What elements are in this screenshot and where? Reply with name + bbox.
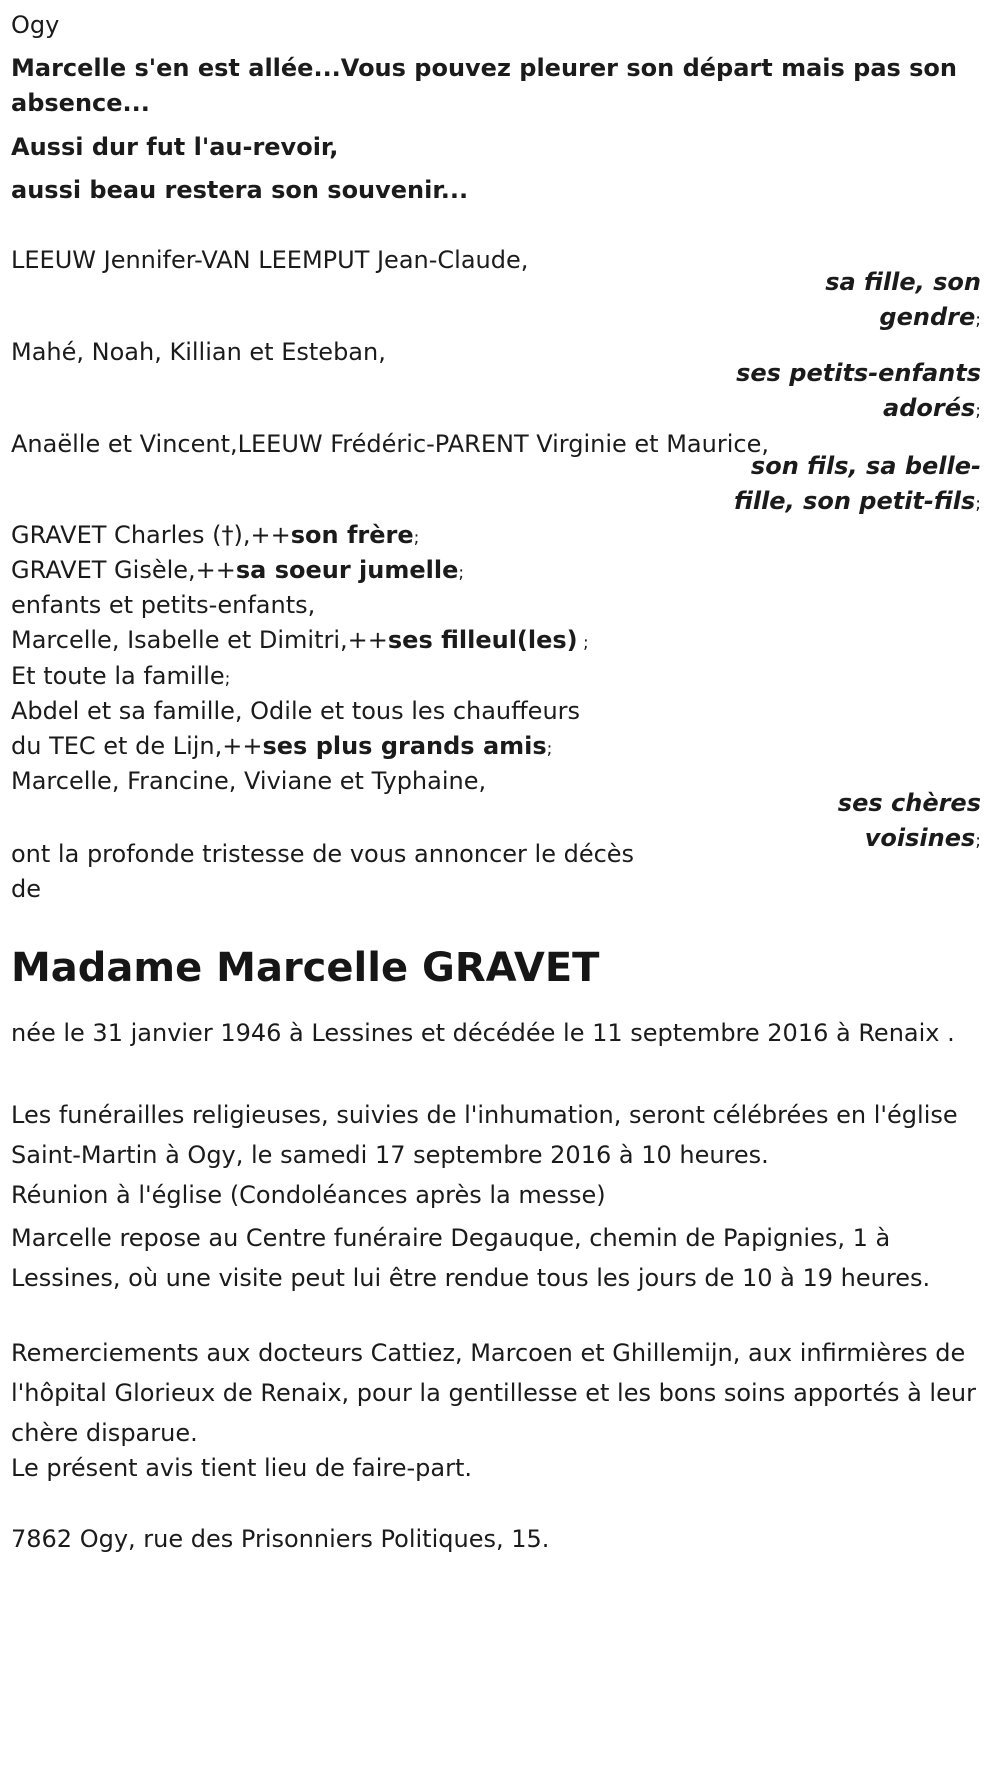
repose-paragraph: Marcelle repose au Centre funéraire Degauque, chemin de Papignies, 1 à Lessines, où une visite peut lui être rendue tous les jours de 10 à 19 heures. [11, 1224, 931, 1292]
notice-paragraph: Le présent avis tient lieu de faire-part. [11, 1454, 473, 1482]
quote-line-4: aussi beau restera son souvenir... [11, 176, 469, 204]
family-line-6: Abdel et sa famille, Odile et tous les chauffeurs [11, 697, 581, 725]
family-relation-8b: voisines; [864, 824, 981, 852]
funeral-paragraph: Les funérailles religieuses, suivies de l'inhumation, seront célébrées en l'église Saint-Martin à Ogy, le samedi 17 septembre 2016 à 10 heures. [11, 1101, 958, 1169]
family-line-4: Marcelle, Isabelle et Dimitri,++ses filleul(les) ; [11, 626, 589, 654]
thanks-paragraph: Remerciements aux docteurs Cattiez, Marcoen et Ghillemijn, aux infirmières de l'hôpital Glorieux de Renaix, pour la gentillesse et les bons soins apportés à leur chère disparue. [11, 1339, 976, 1447]
family-line-3: enfants et petits-enfants, [11, 591, 316, 619]
quote-line-1: Marcelle s'en est allée...Vous pouvez pleurer son départ mais pas son [11, 54, 958, 82]
reunion-paragraph: Réunion à l'église (Condoléances après la messe) [11, 1181, 606, 1209]
family-relation-3b: fille, son petit-fils; [733, 487, 981, 515]
family-relation-1b: gendre; [879, 303, 981, 331]
family-name-2: Mahé, Noah, Killian et Esteban, [11, 338, 386, 366]
family-line-2: GRAVET Gisèle,++sa soeur jumelle; [11, 556, 465, 584]
family-relation-3a: son fils, sa belle- [750, 452, 981, 480]
quote-line-2: absence... [11, 89, 150, 117]
family-name-1: LEEUW Jennifer-VAN LEEMPUT Jean-Claude, [11, 246, 529, 274]
announce-line-2: de [11, 875, 41, 903]
family-line-5: Et toute la famille; [11, 662, 231, 690]
quote-line-3: Aussi dur fut l'au-revoir, [11, 133, 339, 161]
birth-death-paragraph: née le 31 janvier 1946 à Lessines et décédée le 11 septembre 2016 à Renaix . [11, 1019, 955, 1047]
family-relation-2b: adorés; [883, 394, 981, 422]
family-name-3: Anaëlle et Vincent,LEEUW Frédéric-PARENT Virginie et Maurice, [11, 430, 769, 458]
address-paragraph: 7862 Ogy, rue des Prisonniers Politiques, 15. [11, 1525, 550, 1553]
announce-line-1: ont la profonde tristesse de vous annoncer le décès [11, 840, 635, 868]
family-line-7: du TEC et de Lijn,++ses plus grands amis; [11, 732, 553, 760]
location-label: Ogy [11, 11, 60, 39]
family-relation-8a: ses chères [837, 789, 981, 817]
family-line-8: Marcelle, Francine, Viviane et Typhaine, [11, 767, 487, 795]
family-relation-1a: sa fille, son [825, 268, 981, 296]
family-relation-2a: ses petits-enfants [736, 359, 981, 387]
deceased-name: Madame Marcelle GRAVET [11, 945, 600, 991]
family-line-1: GRAVET Charles (†),++son frère; [11, 521, 420, 549]
